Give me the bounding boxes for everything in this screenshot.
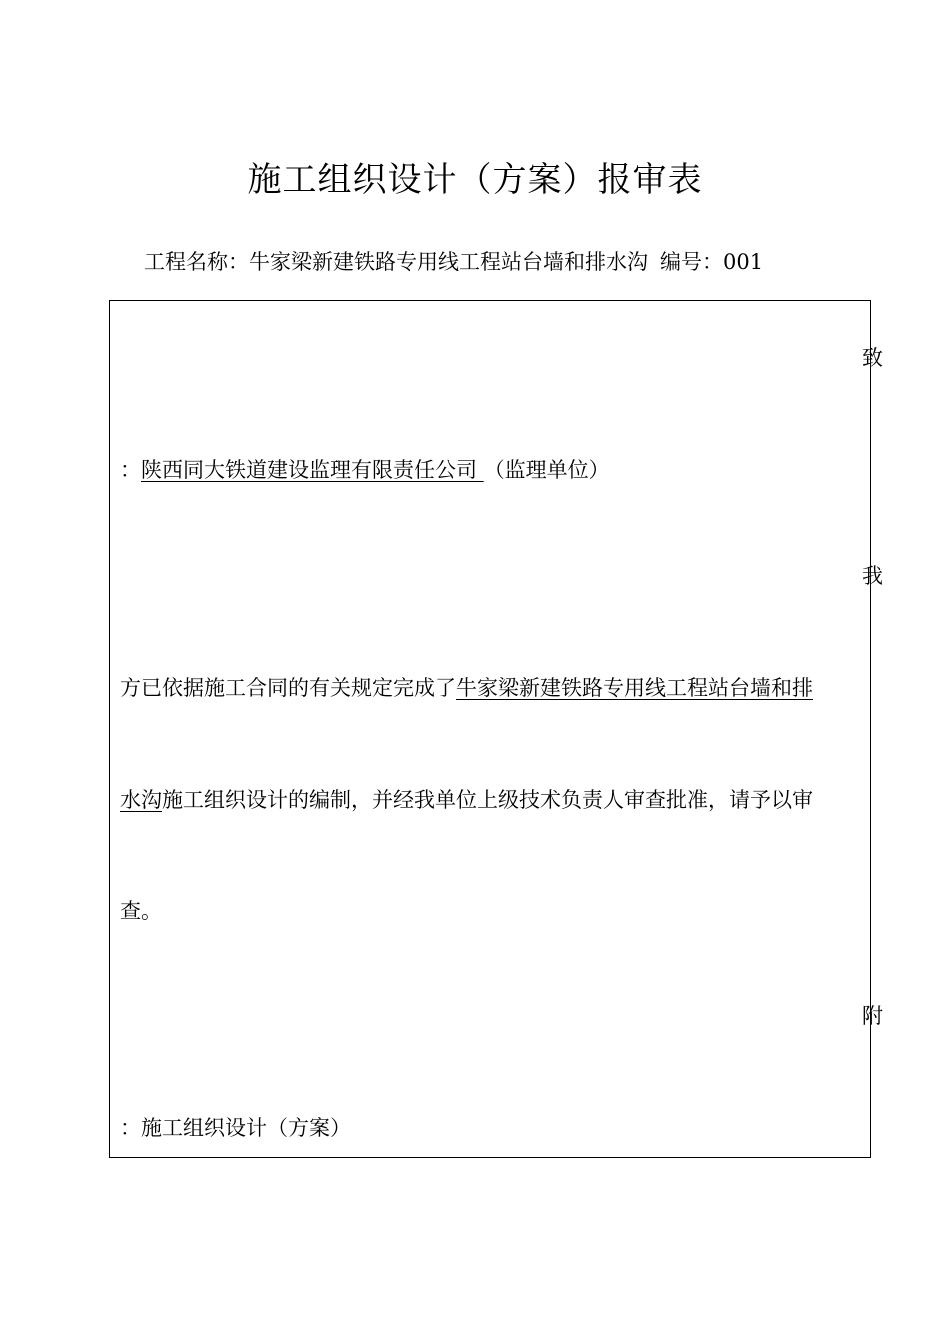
attachment-prefix: ： — [120, 1116, 141, 1140]
supervisor-unit-label: （监理单位） — [483, 458, 610, 482]
supervisor-company: 陕西同大铁道建设监理有限责任公司 — [141, 458, 484, 482]
we-char: 我 — [862, 564, 883, 588]
body-line-3 — [120, 896, 162, 926]
addressee-line — [120, 455, 610, 485]
body-text-2: 施工组织设计的编制，并经我单位上级技术负责人审查批准，请予以审 — [162, 788, 813, 812]
addressee-char: 致 — [862, 346, 883, 370]
body-text-3: 查。 — [120, 899, 162, 923]
document-number-value: 001 — [723, 250, 764, 274]
page-title: 施工组织设计（方案）报审表 — [247, 160, 703, 200]
body-line-2 — [120, 785, 813, 815]
attachment-text: 施工组织设计（方案） — [141, 1116, 351, 1140]
document-number-label: 编号： — [660, 250, 723, 274]
body-line-1 — [120, 673, 813, 703]
attachment-line — [120, 1113, 351, 1143]
attachment-char: 附 — [862, 1004, 883, 1028]
form-body-box — [109, 300, 871, 1158]
addressee-prefix: ： — [120, 458, 141, 482]
body-text-1: 方已依据施工合同的有关规定完成了 — [120, 676, 456, 700]
body-project-1: 牛家梁新建铁路专用线工程站台墙和排 — [456, 676, 813, 700]
project-name-value: 牛家梁新建铁路专用线工程站台墙和排水沟 — [249, 250, 648, 274]
project-info-line — [144, 246, 763, 278]
body-project-2: 水沟 — [120, 788, 162, 812]
project-name-label: 工程名称： — [144, 250, 249, 274]
